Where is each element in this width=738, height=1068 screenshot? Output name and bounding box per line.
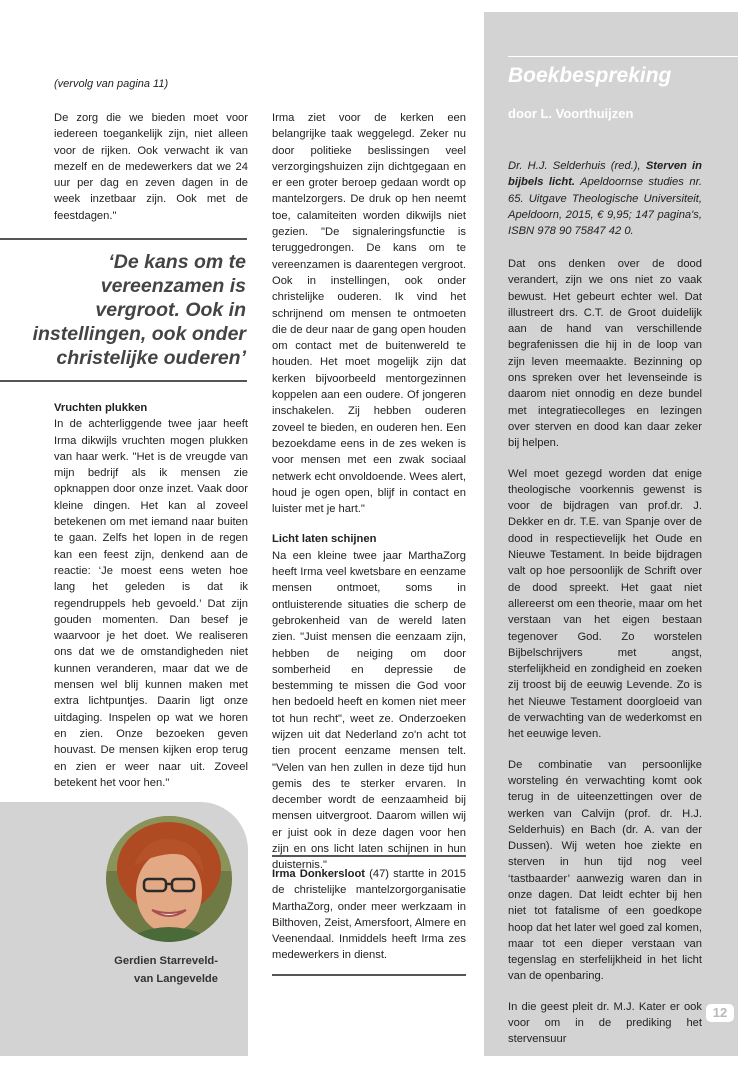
- divider: [272, 974, 466, 976]
- caption-line: Gerdien Starreveld-: [114, 955, 218, 967]
- section-heading: Vruchten plukken: [54, 402, 148, 414]
- paragraph: Na een kleine twee jaar MarthaZorg heeft Irma veel kwetsbare en eenzame mensen ontmoet, soms in ontluisterende situaties die scherp de gebrokenheid van de wereld laten zien. "Juist mensen die eenzaam zijn, hebben de neiging om door somberheid en depressie de bestemming te missen die God voor hen bedoeld heeft en komen niet meer tot hun recht", weet ze. Onderzoeken wijzen uit dat Nederland zo'n acht tot tien procent eenzame mensen telt. "Velen van hen zullen in deze tijd hun gemis des te sterker ervaren. In december wordt de eenzaamheid bij mensen uitvergroot. Daarom willen wij er juist ook in deze dagen voor hen zijn en ons licht laten schijnen in hun duisternis.": [272, 549, 466, 872]
- divider: [0, 238, 247, 240]
- divider: [0, 380, 247, 382]
- continued-note: (vervolg van pagina 11): [54, 78, 169, 90]
- book-details: Apeldoornse studies nr. 65. Uitgave Theologische Universiteit, Apeldoorn, 2015, € 9,95; 147 pagina's, ISBN 978 90 75847 42 0.: [508, 176, 702, 238]
- portrait-caption: [100, 952, 218, 988]
- column-1-body: [54, 400, 248, 805]
- review-author: door L. Voorthuijzen: [508, 106, 634, 121]
- paragraph: Irma ziet voor de kerken een belangrijke taak weggelegd. Zeker nu door politieke beslissingen veel verzorgingshuizen zijn dichtgegaan en er een groter beroep gedaan wordt op mantelzorgers. De druk op hen neemt toe, calamiteiten worden dikwijls niet gezien. "De signaleringsfunctie is teruggedrongen. De kans om te vereenzamen is daarentegen vergroot. Ook in instellingen, ook onder christelijke ouderen. Ik vind het schrijnend om mensen te ontmoeten die de deur naar de gang open houden om contact met de buitenwereld te houden. Het moet mogelijk zijn dat kerken bijvoorbeeld mentorgezinnen koppelen aan een oudere. Of jongeren inschakelen. Zij hebben ouderen zoveel te bieden, en ouderen hen. Een bezoekdame eens in de zes weken is voor mensen met een zwak sociaal netwerk echt onvoldoende. Wees alert, houd je ogen open, blijf in contact en luister met je hart.": [272, 112, 466, 516]
- divider: [272, 855, 466, 857]
- book-reference: [508, 158, 702, 239]
- paragraph: De zorg die we bieden moet voor iedereen toegankelijk zijn, niet alleen voor de rijken. Ook verwacht ik van mezelf en de medewerkers dat we 24 uur per dag en zeven dagen in de week inzetbaar zijn. Ook met de feestdagen.": [54, 112, 248, 222]
- review-body: [508, 256, 702, 1062]
- paragraph: In die geest pleit dr. M.J. Kater er ook voor om in de prediking het stervensuur: [508, 1000, 702, 1046]
- paragraph: De combinatie van persoonlijke worsteling én verwachting komt ook terug in de uiteenzettingen over de werken van Calvijn (prof. dr. H.J. Selderhuis) en Bach (dr. A. van der Dussen). Wij weten hoe ziekte en sterven in hun tijd nog veel ‘tastbaarder’ aanwezig waren dan in onze dagen. Dat leidt echter bij hen niet tot fatalisme of een goedkope hoop dat het later wel goed zal komen, maar tot een dieper verstaan van tegenslag en sterfelijkheid in het licht van de openbaring.: [508, 758, 702, 983]
- author-bio: [272, 866, 466, 964]
- pull-quote: ‘De kans om te vereenzamen is vergroot. Ook in instellingen, ook onder christelijke ouderen’: [32, 251, 246, 369]
- column-1-intro: [54, 110, 248, 238]
- bio-name: Irma Donkersloot: [272, 868, 366, 880]
- book-title: Sterven in bijbels licht.: [508, 160, 702, 189]
- caption-line: van Langevelde: [134, 973, 218, 985]
- paragraph: Dat ons denken over de dood verandert, zijn we ons niet zo vaak bewust. Het gebeurt echter wel. Dat illustreert drs. C.T. de Groot duidelijk aan de hand van verschillende begrafenissen die hij in de loop van zijn leven meemaakte. Bezinning op ons spreken over het levenseinde is daarom niet onnodig en deze bundel met integratiecolleges en lezingen over sterven en dood kan daar zeker bij helpen.: [508, 258, 702, 450]
- author-portrait: [106, 816, 232, 942]
- bio-text: (47) startte in 2015 de christelijke mantelzorgorganisatie MarthaZorg, onder meer werkzaam in Bilthoven, Zeist, Amersfoort, Almere en Veenendaal. Inmiddels heeft Irma zes medewerkers in dienst.: [272, 868, 467, 962]
- review-title: Boekbespreking: [508, 64, 672, 87]
- column-2-body: [272, 110, 466, 888]
- paragraph: Wel moet gezegd worden dat enige theologische voorkennis gewenst is voor de bijdragen van prof.dr. J. Dekker en dr. T.E. van Spanje over de dood in respectievelijk het Oude en Nieuwe Testament. In beide bijdragen valt op hoe persoonlijk de Schrift over de dood spreekt. Het gaat niet allereerst om een theorie, maar om het verstaan van het eigen bestaan tegenover God. Zo worstelen Bijbelschrijvers met angst, sterfelijkheid en zondigheid en zoeken zij troost bij de eeuwig Levende. Zo is het Nieuwe Testament doorgloeid van de verwachting van de wederkomst en het eeuwige leven.: [508, 467, 702, 741]
- sidebar-divider: [508, 56, 738, 57]
- paragraph: In de achterliggende twee jaar heeft Irma dikwijls vruchten mogen plukken van haar werk. "Het is de vreugde van mijn bedrijf als ik mensen zie opknappen door onze inzet. Vaak door kleine dingen. Het kan al zoveel betekenen om met iemand naar buiten te gaan. Zelfs het lopen in de regen kan een feest zijn, denkend aan de reactie: ‘Je moest eens weten hoe lang het geleden is dat ik regendruppels heb gevoeld.’ Dat zijn gouden momenten. Dan besef je waarvoor je het doet. We realiseren ons dat we de omstandigheden niet kunnen veranderen, maar dat we de mensen wel blij kunnen maken met extra lichtpuntjes. Daarin ligt onze uitdaging. Inspelen op wat we horen en zien. Onze bezoeken geven houvast. De mensen kijken erop terug en zien er weer naar uit. Zoveel betekent het voor hen.": [54, 418, 248, 789]
- page-number: 12: [706, 1004, 734, 1022]
- book-editor: Dr. H.J. Selderhuis (red.),: [508, 160, 646, 172]
- section-heading: Licht laten schijnen: [272, 533, 377, 546]
